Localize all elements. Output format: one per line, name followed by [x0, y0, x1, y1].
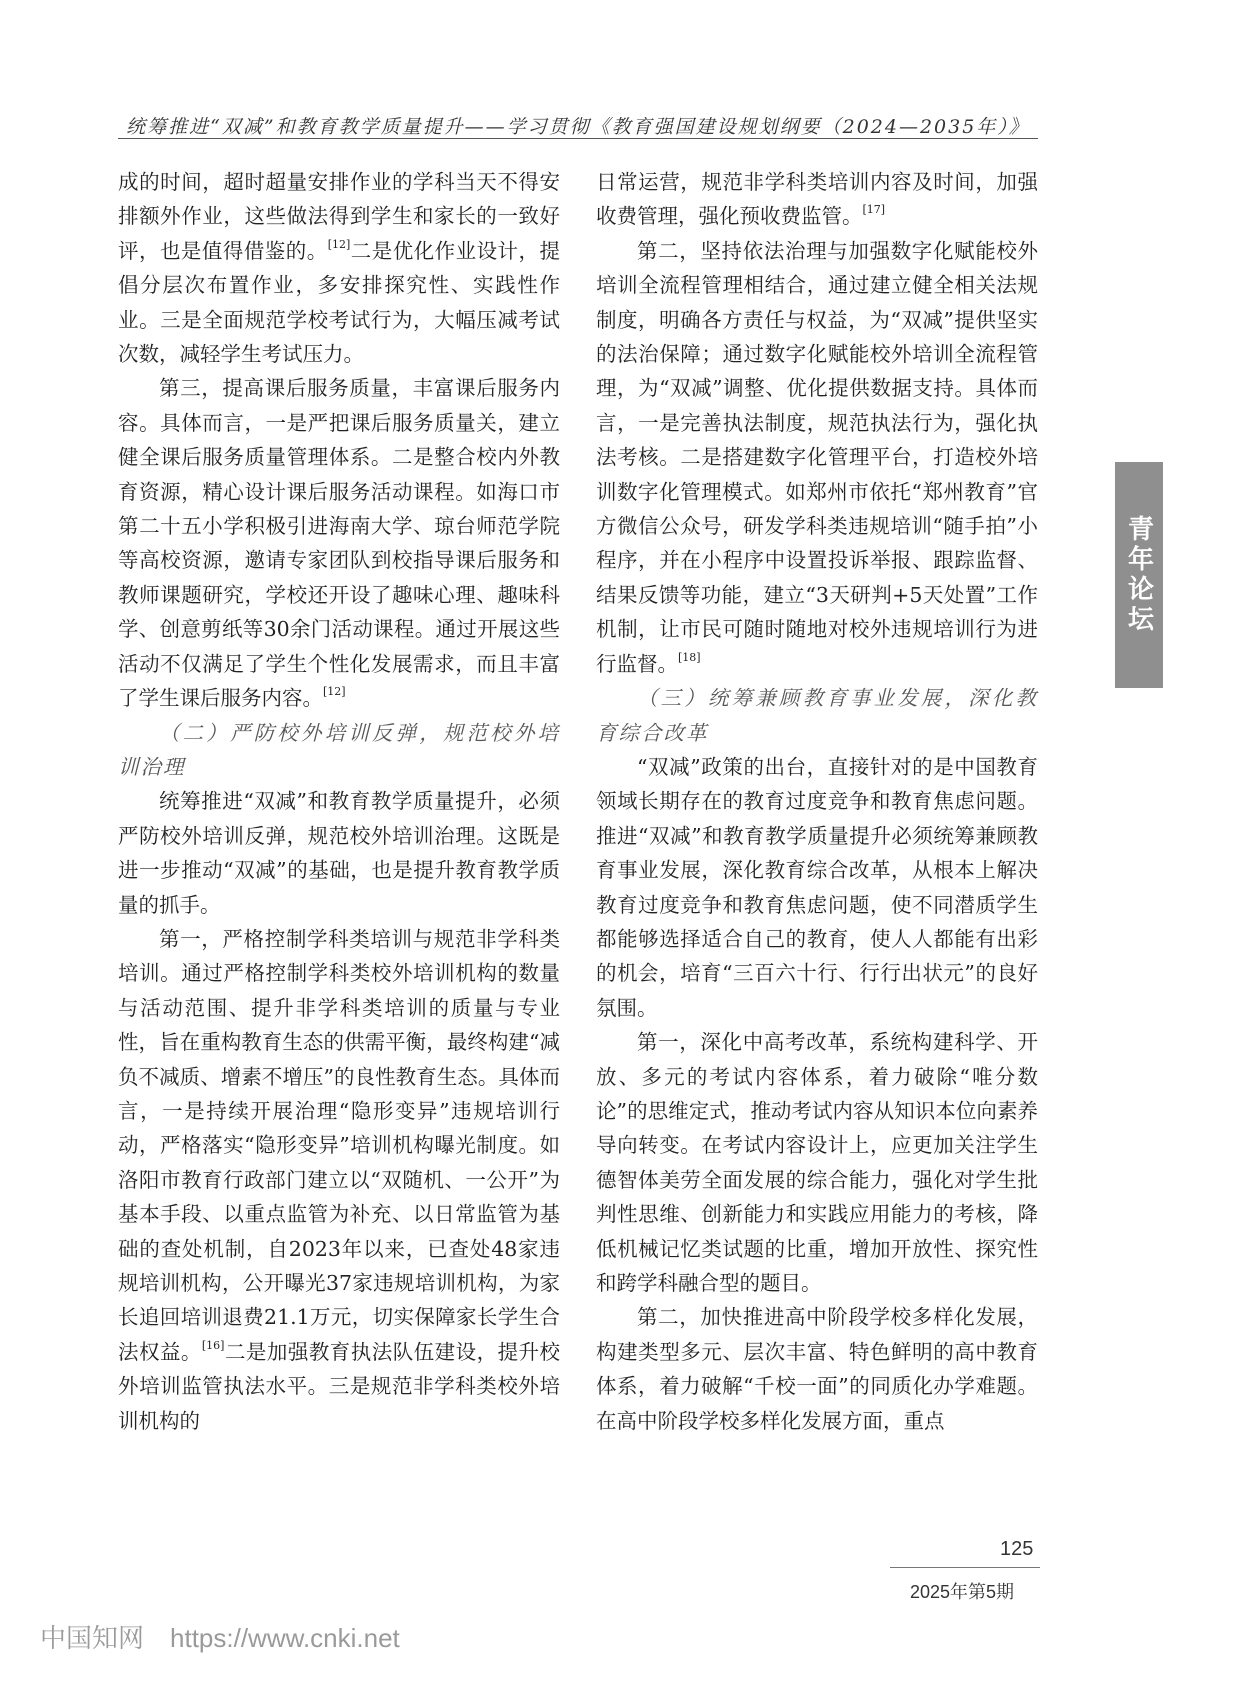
body-paragraph: [118, 784, 560, 922]
citation-ref: [17]: [862, 203, 886, 217]
paragraph-text: 第二，加快推进高中阶段学校多样化发展，构建类型多元、层次丰富、特色鲜明的高中教育体系，着力破解“千校一面”的同质化办学难题。在高中阶段学校多样化发展方面，重点: [596, 1305, 1038, 1433]
paragraph-text-continued: 二是加强教育执法队伍建设，提升校外培训监管执法水平。三是规范非学科类校外培训机构的: [118, 1339, 561, 1433]
right-column: [596, 165, 1038, 1438]
paragraph-text: 成的时间，超时超量安排作业的学科当天不得安排额外作业，这些做法得到学生和家长的一致好评，也是值得借鉴的。: [118, 170, 560, 263]
body-paragraph: [118, 165, 560, 371]
watermark-url: https://www.cnki.net: [170, 1623, 400, 1653]
paragraph-text: “双减”政策的出台，直接针对的是中国教育领域长期存在的教育过度竞争和教育焦虑问题。推进“双减”和教育教学质量提升必须统筹兼顾教育事业发展，深化教育综合改革，从根本上解决教育过度竞争和教育焦虑问题，使不同潜质学生都能够选择适合自己的教育，使人人都能有出彩的机会，培育“三百六十行、行行出状元”的良好氛围。: [596, 754, 1038, 1020]
watermark-brand: 中国知网: [40, 1623, 145, 1653]
body-paragraph: [596, 234, 1038, 681]
section-heading: [118, 716, 560, 785]
citation-ref: [12]: [323, 685, 346, 699]
body-paragraph: [596, 165, 1038, 234]
paragraph-text: 统筹推进“双减”和教育教学质量提升，必须严防校外培训反弹，规范校外培训治理。这既是进一步推动“双减”的基础，也是提升教育教学质量的抓手。: [118, 789, 560, 917]
citation-ref: [18]: [678, 650, 701, 664]
paragraph-text: （三）统筹兼顾教育事业发展，深化教育综合改革: [596, 686, 1038, 745]
paragraph-text-continued: 二是优化作业设计，提倡分层次布置作业，多安排探究性、实践性作业。三是全面规范学校考试行为，大幅压减考试次数，减轻学生考试压力。: [118, 238, 560, 367]
issue-label: 2025年第5期: [910, 1582, 1015, 1602]
section-side-tab: [1115, 462, 1163, 688]
citation-ref: [16]: [201, 1338, 225, 1352]
paragraph-text: （二）严防校外培训反弹，规范校外培训治理: [118, 720, 560, 779]
section-side-tab-label: 青年论坛: [1123, 515, 1154, 635]
page-number: 125: [1000, 1538, 1034, 1560]
paragraph-text: 第一，深化中高考改革，系统构建科学、开放、多元的考试内容体系，着力破除“唯分数论”的思维定式，推动考试内容从知识本位向素养导向转变。在考试内容设计上，应更加关注学生德智体美劳全面发展的综合能力，强化对学生批判性思维、创新能力和实践应用能力的考核，降低机械记忆类试题的比重，增加开放性、探究性和跨学科融合型的题目。: [596, 1030, 1038, 1295]
running-header-title: 统筹推进“双减”和教育教学质量提升——学习贯彻《教育强国建设规划纲要（2024—2035年）》: [126, 116, 1030, 138]
citation-ref: [12]: [327, 237, 351, 251]
left-column: [118, 165, 560, 1438]
body-paragraph: [596, 750, 1038, 1025]
paragraph-text: 日常运营，规范非学科类培训内容及时间，加强收费管理，强化预收费监管。: [596, 170, 1038, 229]
paragraph-text: 第二，坚持依法治理与加强数字化赋能校外培训全流程管理相结合，通过建立健全相关法规制度，明确各方责任与权益，为“双减”提供坚实的法治保障；通过数字化赋能校外培训全流程管理，为“双减”调整、优化提供数据支持。具体而言，一是完善执法制度，规范执法行为，强化执法考核。二是搭建数字化管理平台，打造校外培训数字化管理模式。如郑州市依托“郑州教育”官方微信公众号，研发学科类违规培训“随手拍”小程序，并在小程序中设置投诉举报、跟踪监督、结果反馈等功能，建立“3天研判+5天处置”工作机制，让市民可随时随地对校外违规培训行为进行监督。: [596, 238, 1038, 676]
cnki-watermark: [40, 1618, 400, 1655]
header-divider: [118, 138, 1038, 139]
body-paragraph: [596, 1025, 1038, 1300]
paragraph-text: 第三，提高课后服务质量，丰富课后服务内容。具体而言，一是严把课后服务质量关，建立健全课后服务质量管理体系。二是整合校内外教育资源，精心设计课后服务活动课程。如海口市第二十五小学积极引进海南大学、琼台师范学院等高校资源，邀请专家团队到校指导课后服务和教师课题研究，学校还开设了趣味心理、趣味科学、创意剪纸等30余门活动课程。通过开展这些活动不仅满足了学生个性化发展需求，而且丰富了学生课后服务内容。: [118, 376, 560, 711]
body-paragraph: [118, 371, 560, 715]
paragraph-text: 第一，严格控制学科类培训与规范非学科类培训。通过严格控制学科类校外培训机构的数量与活动范围、提升非学科类培训的质量与专业性，旨在重构教育生态的供需平衡，最终构建“减负不减质、增素不增压”的良性教育生态。具体而言，一是持续开展治理“隐形变异”违规培训行动，严格落实“隐形变异”培训机构曝光制度。如洛阳市教育行政部门建立以“双随机、一公开”为基本手段、以重点监管为补充、以日常监管为基础的查处机制，自2023年以来，已查处48家违规培训机构，公开曝光37家违规培训机构，为家长追回培训退费21.1万元，切实保障家长学生合法权益。: [118, 926, 560, 1364]
section-heading: [596, 681, 1038, 750]
body-paragraph: [596, 1300, 1038, 1438]
body-paragraph: [118, 922, 560, 1438]
footer-divider: [890, 1567, 1040, 1568]
